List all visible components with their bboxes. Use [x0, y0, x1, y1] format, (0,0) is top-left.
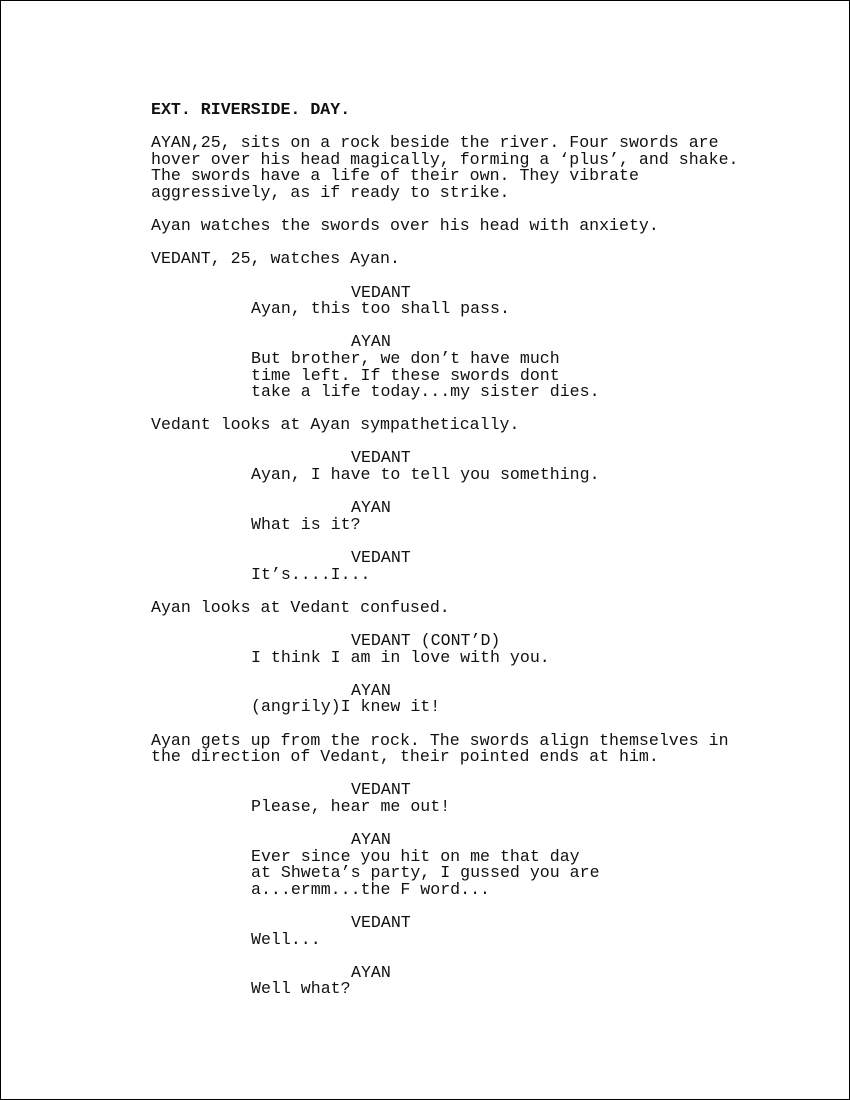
dialogue-block	[151, 633, 791, 666]
screenplay-body	[151, 102, 791, 1015]
action-line: Ayan gets up from the rock. The swords align themselves in the direction of Vedant, their pointed ends at him.	[151, 730, 729, 767]
character-name: AYAN	[351, 332, 391, 352]
dialogue-block	[151, 915, 791, 948]
dialogue-block	[151, 680, 791, 717]
dialogue-line: Well what?	[251, 979, 351, 999]
dialogue-line: But brother, we don’t have much time left. If these swords dont take a life today...my sister dies.	[251, 348, 600, 402]
character-name: AYAN	[351, 680, 391, 700]
dialogue-block	[151, 832, 791, 898]
dialogue-block	[151, 282, 791, 319]
scene-heading: EXT. RIVERSIDE. DAY.	[151, 100, 351, 119]
script-blocks	[151, 135, 791, 998]
dialogue-line: Please, hear me out!	[251, 796, 451, 816]
character-name: VEDANT	[351, 448, 411, 468]
dialogue-block	[151, 962, 791, 999]
action-line: VEDANT, 25, watches Ayan.	[151, 249, 400, 269]
action-line: Ayan looks at Vedant confused.	[151, 597, 450, 617]
dialogue-line: (angrily)I knew it!	[251, 697, 441, 717]
character-name: AYAN	[351, 830, 391, 850]
character-name: AYAN	[351, 498, 391, 518]
action-line: Vedant looks at Ayan sympathetically.	[151, 415, 520, 435]
dialogue-line: I think I am in love with you.	[251, 647, 550, 667]
dialogue-line: Well...	[251, 929, 321, 949]
dialogue-line: It’s....I...	[251, 564, 371, 584]
dialogue-block	[151, 334, 791, 400]
dialogue-line: What is it?	[251, 514, 361, 534]
character-name: VEDANT	[351, 780, 411, 800]
dialogue-block	[151, 550, 791, 583]
character-name: AYAN	[351, 962, 391, 982]
character-name: VEDANT	[351, 548, 411, 568]
dialogue-line: Ever since you hit on me that day at Shweta’s party, I gussed you are a...ermm...the F word...	[251, 846, 600, 899]
action-line: AYAN,25, sits on a rock beside the river. Four swords are hover over his head magically, forming a ‘plus’, and shake. The swords have a life of their own. They vibrate aggressively, as if ready to strike.	[151, 133, 739, 202]
dialogue-block	[151, 450, 791, 483]
dialogue-block	[151, 782, 791, 815]
dialogue-line: Ayan, I have to tell you something.	[251, 465, 600, 485]
character-name: VEDANT (CONT’D)	[351, 631, 501, 650]
character-name: VEDANT	[351, 913, 411, 933]
action-line: Ayan watches the swords over his head with anxiety.	[151, 216, 659, 236]
character-name: VEDANT	[351, 282, 411, 302]
dialogue-line: Ayan, this too shall pass.	[251, 299, 510, 319]
dialogue-block	[151, 500, 791, 533]
